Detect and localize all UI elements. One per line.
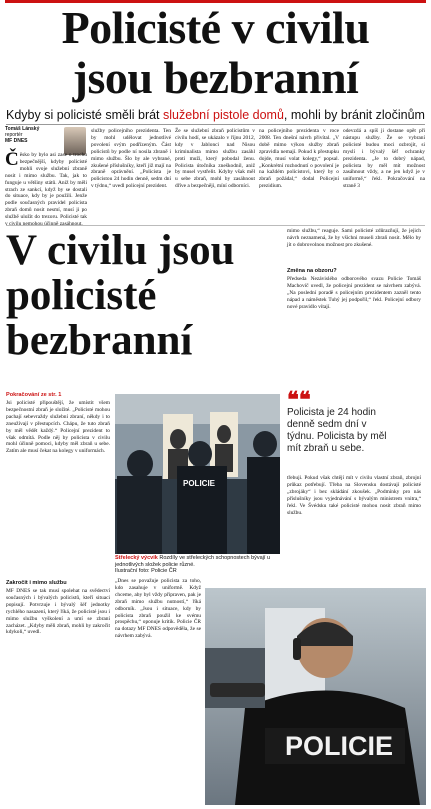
column-b2 <box>287 276 421 388</box>
top-column-3 <box>175 128 255 224</box>
top-column-5-text: odevzdá a spíš ji dostane opět při nástupu služby. Že se vybraní policisté budou moci ozbrojit, si myslí i bývalý šéf ochranky prezidenta. „Je to dobrý nápad, policista by měl mít možnost zasáhnout vždy, a ne jen když je v uniformě,“ řekl. Pokračování na straně 3 <box>343 128 425 190</box>
column-a2-text: MF DNES se tak musí spolehat na svědectví současných i bývalých policistů, kteří situaci popisují. Potvrzuje i bývalý šéf jednotky rychlého nasazení, který říká, že policisté jsou i mimo službu vyškolení a umí se zbraní zacházet. „Kdyby měli zbraň, mohli by zakročit kdykoli,“ uvedl. <box>6 588 110 636</box>
photo-caption-text: Rozdíly ve střeleckých schopnostech bývají u jednotlivých složek policie různé. <box>115 555 271 568</box>
top-column-3-text: Že se služební zbraň policistům v civilu hodí, se ukázalo v říjnu 2012, kdy v Jablonci nad Nisou kriminalista mimo službu zasáhl proti muži, který pobodal ženu. Policista útočníka zneškodnil, aniž by musel vystřelit. Kdyby však měl u sebe zbraň, mohl by zasáhnout dříve a bezpečněji, míní odborníci. <box>175 128 255 190</box>
article-title <box>6 228 271 363</box>
column-d-text: „Dnes se považuje policista za toho, kdo zasahuje v uniformě. Když chceme, aby byl vždy připraven, pak je zbraň mimo službu nutností,“ říká odborník. „Jsou i situace, kdy by policista zbraň použil ke svému prospěchu,“ oponuje kritik. Policie ČR na dotazy MF DNES odpověděla, že se návrhem zabývá. <box>115 578 201 640</box>
author-role: reportér <box>5 132 23 138</box>
author-outlet: MF DNES <box>5 138 28 144</box>
pull-quote <box>287 387 387 455</box>
top-column-1 <box>5 149 87 224</box>
police-officer-photo <box>205 588 426 805</box>
column-c <box>287 475 421 583</box>
photo-caption <box>115 555 280 575</box>
column-b-subheading: Změna na obzoru? <box>287 268 337 274</box>
article-title-line-1: V civilu jsou <box>6 227 235 274</box>
main-headline <box>0 3 431 103</box>
headline-line-1: Policisté v civilu <box>61 2 370 53</box>
continued-from: Pokračování ze str. 1 <box>6 392 62 398</box>
top-column-5 <box>343 128 425 224</box>
top-column-4 <box>259 128 339 224</box>
pull-quote-text: Policista je 24 hodin denně sedm dní v týdnu. Policista by měl mít zbraň u sebe. <box>287 407 387 454</box>
top-column-4-text: na policejního prezidenta v roce 2008. Ten dnešní návrh přivítal. „V době mimo výkon služby zbraň zpravidla nemají. Pokud k přestupku dojde, musí volat kolegy,“ popsal. „Konkrétní rozhodnutí o povolení je na každém policistovi, který by o zbraň požádal,“ dodal Policejní prezidium. <box>259 128 339 190</box>
subtitle-highlight: služební pistole domů <box>163 108 284 122</box>
column-c-text: třebuji. Pokud však chtějí mít v civilu vlastní zbraň, zbrojní průkaz potřebují. Třeba na Slovensku dostávají policisté „zbrojáky“ i bez skládání zkoušek. „Podmínky pro nás příslušníky jsou vyjednávání s bývalým ministrem vnitra,“ řekl. Ve Švédsku také policisté mohou nosit zbraň mimo službu. <box>287 475 421 516</box>
shooting-training-photo <box>115 394 280 554</box>
section-rule <box>6 225 425 226</box>
column-d <box>115 578 201 803</box>
column-b <box>287 228 421 266</box>
subtitle-text-end: , mohli by bránit zločinům <box>283 108 425 122</box>
quote-mark-icon: ❝❝ <box>287 387 311 412</box>
top-column-2 <box>91 128 171 224</box>
article-title-line-3: bezbranní <box>6 317 193 364</box>
column-b2-text: Předseda Nezávislého odborového svazu Policie Tomáš Machovič uvedl, že policejní prezident se návrhem zabývá. „Na poslední poradě s policejním prezidentem zazněl tento nápad a náměstek Tuhý jej podpořil,“ řekl. Policejní odbory nové pravidlo vítají. <box>287 276 421 310</box>
top-column-1-text: ěsko by bylo asi zase o trochu bezpečnější, kdyby policisté mohli svoje služební zbraně nosit i mimo službu. Tak, jak to funguje u většiny států. Aniž by měli strach ze sankcí, když by se dostali do situace, kdy by je použili. Jenže podle současných pravidel policista zbraň domů nosit nesmí, musí ji po službě uložit do trezoru. Policisté tak <box>5 152 87 221</box>
column-a <box>6 400 110 570</box>
police-vest-label: POLICIE <box>285 731 394 761</box>
column-a2 <box>6 588 110 803</box>
byline <box>5 126 43 144</box>
subtitle-text: Kdyby si policisté směli brát <box>6 108 164 122</box>
author-name: Tomáš Lánský <box>5 126 40 132</box>
column-b-text: mimo službu,“ reaguje. Sami policisté zdůrazňují, že jejich návrh neznamená, že by všichni museli zbraň nosit. Mělo by jít o dobrovolnou možnost pro zkušené. <box>287 228 421 248</box>
author-photo <box>64 127 86 155</box>
photo-caption-lead: Střelecký výcvik <box>115 555 158 561</box>
column-a-subheading: Zakročit i mimo službu <box>6 580 67 586</box>
subtitle-rule <box>6 124 425 125</box>
article-title-line-2: policisté <box>6 272 157 319</box>
photo-credit: Ilustrační foto: Policie ČR <box>115 568 177 575</box>
subtitle <box>6 108 426 123</box>
headline-line-2: jsou bezbranní <box>72 52 359 103</box>
dropcap: Č <box>5 149 19 170</box>
police-vest-label-small: POLICIE <box>183 479 216 488</box>
column-a-text: Jsi policisté připouštějí, že umístit všem bezpečnostní zbraň je složité. „Policisté mohou pachají sebevraždy služební zbraní, někdy i to zneužívají v přestupcích. Chápu, že tuto zbraň by měl vědět každý.“ Policejní prezident to však odmítá. Podle něj by policista v civilu mohl účinně pomoci, kdyby měl zbraň u sebe. Zatím ale musí čekat na kolegy v uniformách. <box>6 400 110 455</box>
top-column-2-text: služby policejního prezidenta. Ten by mohl udělovat jednotlivé povolení svým podřízeným. Část policistů by podle ní nosila zbraně i mimo službu. Šlo by ale vybrané, zkušené příslušníky, kteří již mají na zbraně oprávnění. „Policista je policistou 24 hodin denně, sedm dní v týdnu,“ uvedl policejní prezident. <box>91 128 171 190</box>
